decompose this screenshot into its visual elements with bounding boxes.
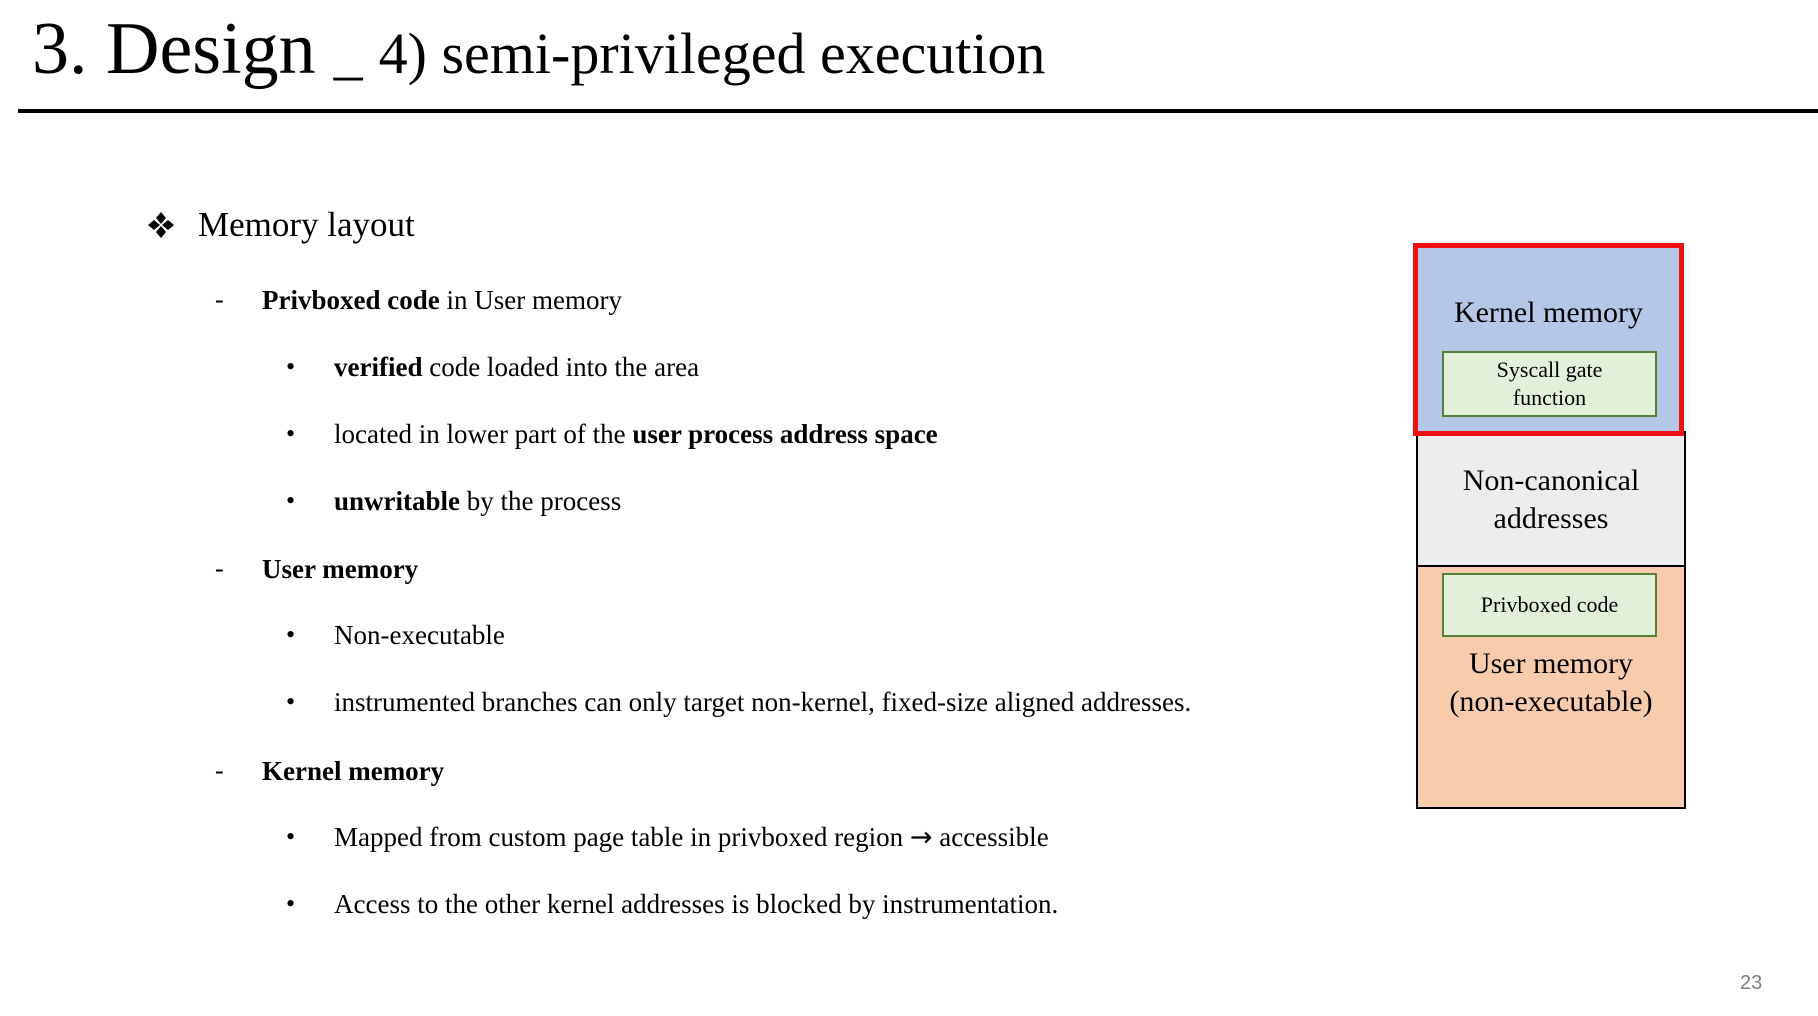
syscall-gate-label: [1497, 356, 1603, 412]
bullet-dot: •: [286, 352, 296, 381]
syscall-gate-line2: function: [1512, 385, 1587, 410]
bullet-access-blocked: Access to the other kernel addresses is blocked by instrumentation.: [334, 889, 1059, 919]
privboxed-code-label: Privboxed code: [1480, 592, 1619, 617]
bullet-verified-code: [334, 347, 699, 387]
item-bold-text: User memory: [262, 554, 419, 584]
bullet-non-executable: Non-executable: [334, 620, 505, 650]
bullet-text: located in lower part of the: [334, 419, 633, 449]
item-text: in User memory: [439, 285, 622, 315]
list-item-user-memory: [262, 549, 418, 589]
noncanonical-line2: addresses: [1493, 502, 1609, 535]
bullet-text: by the process: [460, 486, 622, 516]
dash-marker: -: [215, 285, 224, 314]
item-bold-text: Privboxed code: [262, 285, 440, 315]
noncanonical-line1: Non-canonical: [1462, 464, 1640, 497]
noncanonical-region: [1416, 431, 1686, 569]
syscall-gate-box: [1442, 351, 1657, 417]
title-main: 3. Design: [32, 8, 316, 90]
bullet-dot: •: [286, 486, 296, 515]
section-heading: Memory layout: [198, 205, 415, 244]
user-memory-line1: User memory: [1468, 647, 1634, 680]
bullet-located-lower: [334, 414, 938, 454]
list-item-kernel-memory: [262, 751, 444, 791]
bullet-dot: •: [286, 889, 296, 918]
list-item-privboxed-code: [262, 280, 622, 320]
item-bold-text: Kernel memory: [262, 756, 445, 786]
bullet-dot: •: [286, 822, 296, 851]
bullet-unwritable: [334, 481, 621, 521]
slide-title: [32, 8, 1046, 90]
bullet-dot: •: [286, 620, 296, 649]
bullet-mapped-custom-page-table: [334, 817, 1049, 858]
bullet-bold-text: user process address space: [632, 419, 938, 449]
dash-marker: -: [215, 756, 224, 785]
privboxed-code-box: [1442, 573, 1657, 637]
bullet-text: Mapped from custom page table in privboxed region: [334, 822, 910, 852]
syscall-gate-line1: Syscall gate: [1496, 357, 1603, 382]
user-memory-line2: (non-executable): [1449, 685, 1653, 718]
user-memory-label: [1418, 645, 1684, 721]
bullet-text: accessible: [932, 822, 1049, 852]
title-underline: [18, 109, 1818, 113]
bullet-text: code loaded into the area: [422, 352, 700, 382]
diamond-bullet-icon: [146, 210, 176, 240]
page-number: 23: [1740, 972, 1763, 994]
title-subtitle: 4) semi-privileged execution: [378, 21, 1046, 86]
bullet-dot: •: [286, 419, 296, 448]
memory-layout-diagram: [1416, 243, 1686, 807]
bullet-bold-text: unwritable: [334, 486, 461, 516]
bullet-bold-text: verified: [334, 352, 423, 382]
dash-marker: -: [215, 554, 224, 583]
kernel-memory-label: Kernel memory: [1453, 296, 1644, 329]
title-separator: _: [333, 21, 363, 86]
bullet-instrumented-branches: instrumented branches can only target non-kernel, fixed-size aligned addresses.: [334, 687, 1192, 717]
bullet-dot: •: [286, 687, 296, 716]
arrow-icon: →: [909, 822, 933, 853]
